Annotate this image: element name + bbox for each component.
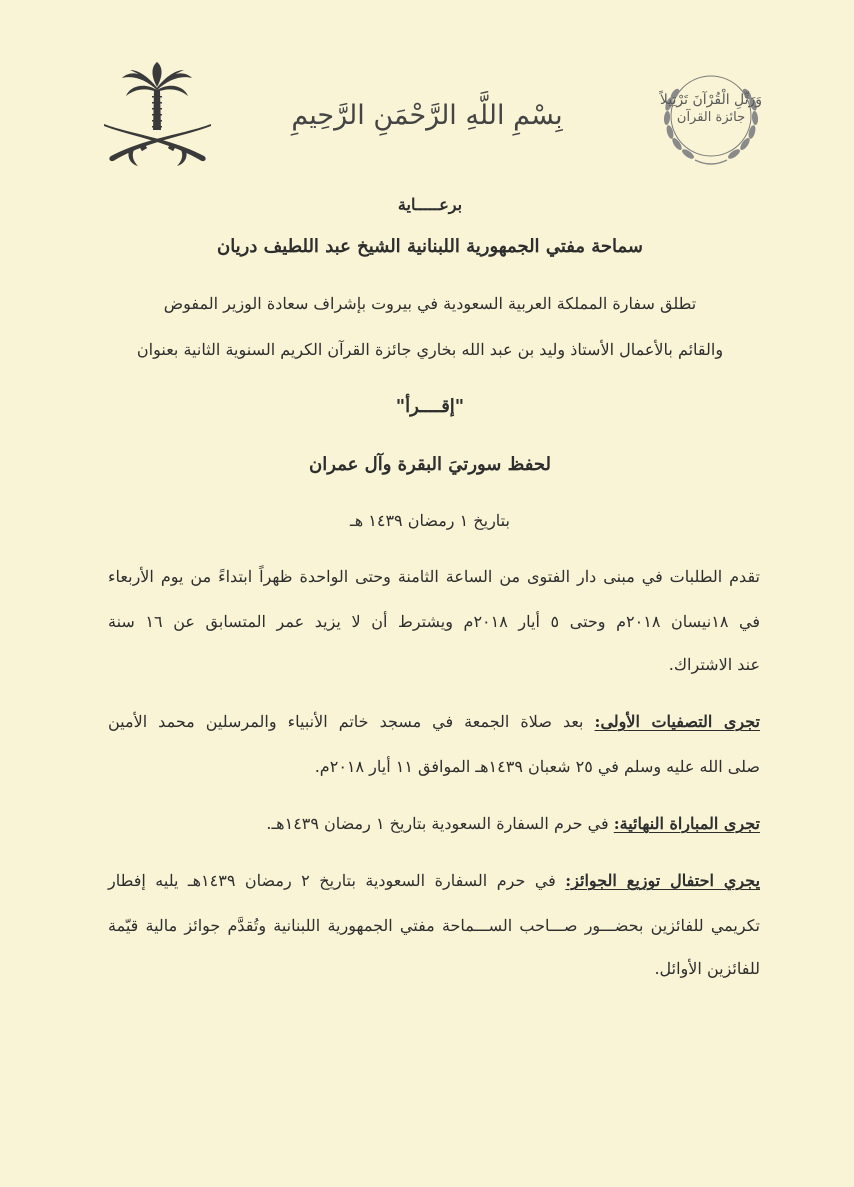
applications-line-1: تقدم الطلبات في مبنى دار الفتوى من الساعة الثامنة وحتى الواحدة ظهراً ابتداءً من يوم الأربعاء <box>108 567 760 586</box>
qualifiers-line-2: صلى الله عليه وسلم في ٢٥ شعبان ١٤٣٩هـ الموافق ١١ أيار ٢٠١٨م. <box>314 757 760 776</box>
patronage-heading: برعـــــاية <box>397 195 463 214</box>
quran-award-logo <box>655 64 767 176</box>
awards-line-1 <box>108 871 760 890</box>
award-logo-subtitle: جائزة القرآن <box>676 110 746 125</box>
awards-line-2: تكريمي للفائزين بحضـــور صـــاحب الســـماحة مفتي الجمهورية اللبنانية وتُقدَّم جوائز مالية قيّمة <box>108 916 760 935</box>
awards-text-1: في حرم السفارة السعودية بتاريخ ٢ رمضان ١٤٣٩هـ يليه إفطار <box>108 871 556 890</box>
qualifiers-label: تجرى التصفيات الأولى: <box>594 712 760 731</box>
final-line <box>108 814 760 833</box>
final-label: تجرى المباراة النهائية: <box>613 814 760 833</box>
awards-label: يجري احتفال توزيع الجوائز: <box>565 871 761 890</box>
competition-title: "إقــــرأ" <box>395 396 465 417</box>
competition-subtitle: لحفظ سورتيَ البقرة وآل عمران <box>309 454 551 475</box>
award-logo-text: وَرَتِّلِ الْقُرْآنَ تَرْتِيلاً <box>659 92 763 108</box>
awards-line-3: للفائزين الأوائل. <box>654 959 760 978</box>
basmala-calligraphy: بِسْمِ اللَّهِ الرَّحْمَنِ الرَّحِيمِ <box>291 100 563 131</box>
intro-line-2: والقائم بالأعمال الأستاذ وليد بن عبد الله بخاري جائزة القرآن الكريم السنوية الثانية بعنوان <box>136 340 724 359</box>
applications-line-2: في ١٨نيسان ٢٠١٨م وحتى ٥ أيار ٢٠١٨م ويشترط أن لا يزيد عمر المتسابق عن ١٦ سنة <box>108 612 760 631</box>
intro-line-1: تطلق سفارة المملكة العربية السعودية في بيروت بإشراف سعادة الوزير المفوض <box>163 294 697 313</box>
competition-date: بتاريخ ١ رمضان ١٤٣٩ هـ <box>350 511 510 530</box>
qualifiers-line-1 <box>108 712 760 731</box>
mufti-name: سماحة مفتي الجمهورية اللبنانية الشيخ عبد اللطيف دريان <box>216 236 644 257</box>
applications-line-3: عند الاشتراك. <box>668 655 760 674</box>
qualifiers-text-1: بعد صلاة الجمعة في مسجد خاتم الأنبياء والمرسلين محمد الأمين <box>108 712 584 731</box>
final-text: في حرم السفارة السعودية بتاريخ ١ رمضان ١٤٣٩هـ. <box>266 814 609 833</box>
saudi-emblem-icon <box>100 60 215 172</box>
